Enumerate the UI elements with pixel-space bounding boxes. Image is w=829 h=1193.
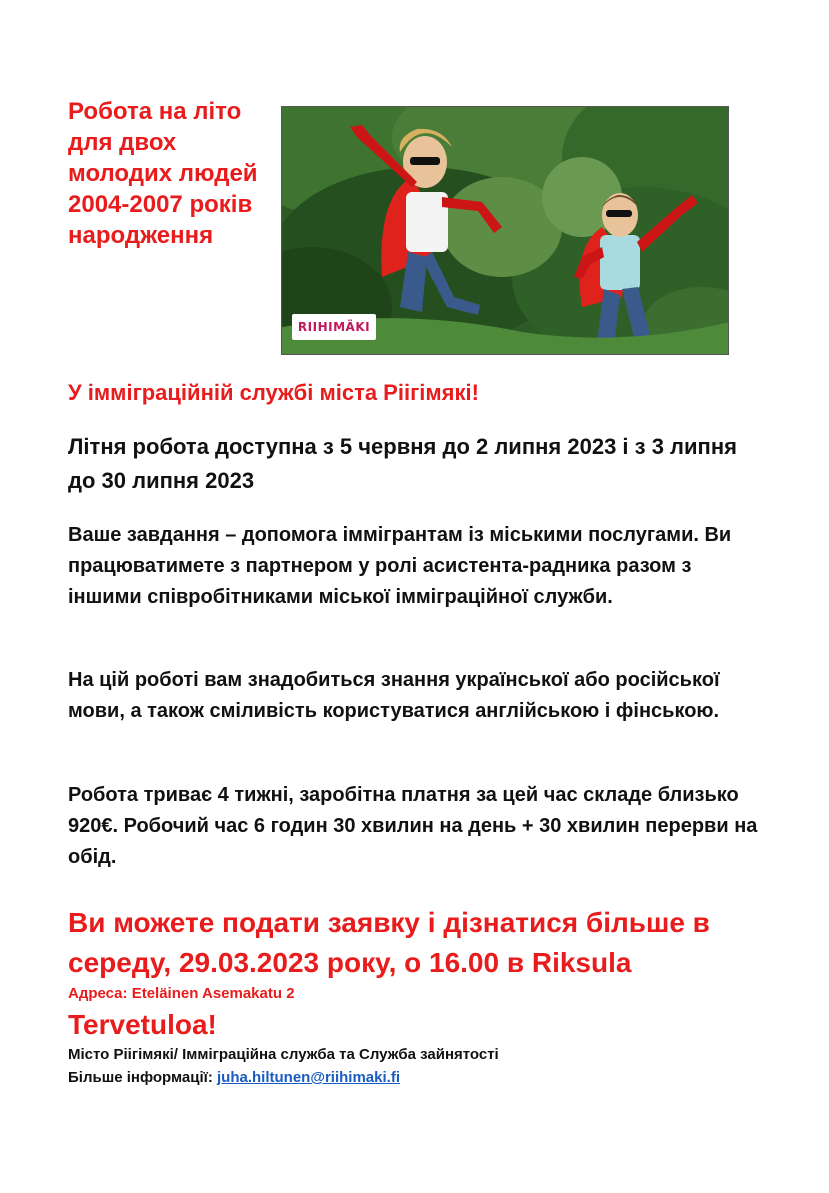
call-to-action: Ви можете подати заявку і дізнатися більше в середу, 29.03.2023 року, о 16.00 в Riksula [68, 907, 710, 978]
hero-photo [281, 106, 729, 355]
service-heading: У імміграційній службі міста Ріігімякі! [68, 380, 479, 405]
riihimaki-logo: RIIHIMÄKI [292, 314, 376, 340]
pay-paragraph: Робота триває 4 тижні, заробітна платня за цей час складе близько 920€. Робочий час 6 годин 30 хвилин на день + 30 хвилин перерви на обід. [68, 784, 758, 868]
welcome-text: Tervetuloa! [68, 1009, 217, 1040]
languages-paragraph: На цій роботі вам знадобиться знання української або російської мови, а також сміливість користуватися англійською і фінською. [68, 669, 720, 722]
dates-heading: Літня робота доступна з 5 червня до 2 липня 2023 і з 3 липня до 30 липня 2023 [68, 434, 737, 493]
more-info-label: Більше інформації: [68, 1069, 218, 1086]
contact-email-link[interactable]: juha.hiltunen@riihimaki.fi [217, 1069, 400, 1086]
address: Адреса: Eteläinen Asemakatu 2 [68, 985, 295, 1002]
headline: Робота на літо для двох молодих людей 2004-2007 років народження [68, 98, 258, 249]
task-paragraph: Ваше завдання – допомога іммігрантам із міськими послугами. Ви працюватимете з партнером у ролі асистента-радника разом з іншими співробітниками міської імміграційної служби. [68, 524, 732, 608]
more-info-line [68, 1067, 768, 1089]
organization-line: Місто Ріігімякі/ Імміграційна служба та Служба зайнятості [68, 1046, 499, 1063]
